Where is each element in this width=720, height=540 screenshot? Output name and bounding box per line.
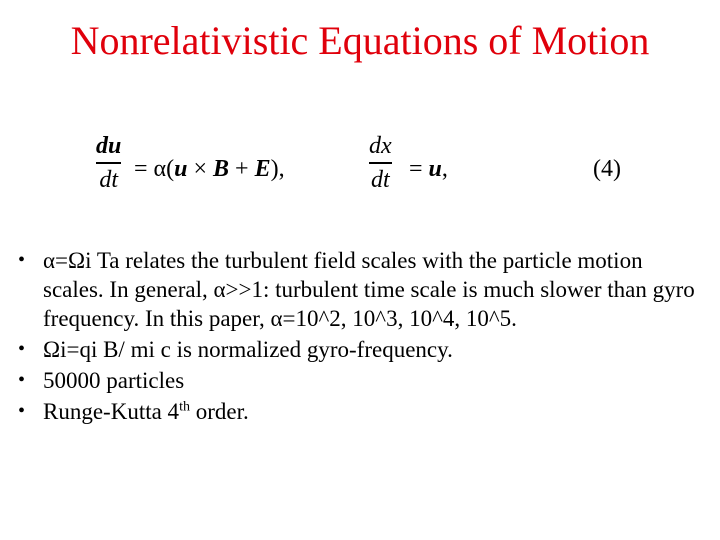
list-item-text: Runge-Kutta 4th order. [43,399,249,424]
fraction-numerator: dx [369,133,392,159]
bullet-list [18,246,708,428]
bullet-marker: • [18,249,26,271]
list-item [18,366,708,395]
equation-number: (4) [593,156,621,182]
bullet-marker: • [18,369,26,391]
fraction-denominator: dt [370,167,390,193]
bullet-marker: • [18,338,26,360]
list-item [18,397,708,426]
fraction-dx-dt [369,133,392,193]
superscript: th [179,399,190,415]
bullet-marker: • [18,400,26,422]
equation-one-rhs: = α(u × B + E), [134,156,285,182]
fraction-denominator: dt [99,167,119,193]
fraction-bar [96,162,121,164]
fraction-numerator: du [96,133,122,159]
fraction-du-dt [96,133,121,193]
equation-of-motion [96,133,636,205]
fraction-bar [369,162,392,164]
list-item-text: α=Ωi Ta relates the turbulent field scales with the particle motion scales. In general, α>>1: turbulent time scale is much slower than gyro frequency. In this paper, α=10^2, 10^3, 10^4, 10^5. [43,248,695,331]
list-item [18,246,708,333]
list-item-text: 50000 particles [43,368,185,393]
equation-two-rhs: = u, [409,156,448,182]
slide-title: Nonrelativistic Equations of Motion [70,18,650,63]
list-item [18,335,708,364]
list-item-text: Ωi=qi B/ mi c is normalized gyro-frequency. [43,337,453,362]
